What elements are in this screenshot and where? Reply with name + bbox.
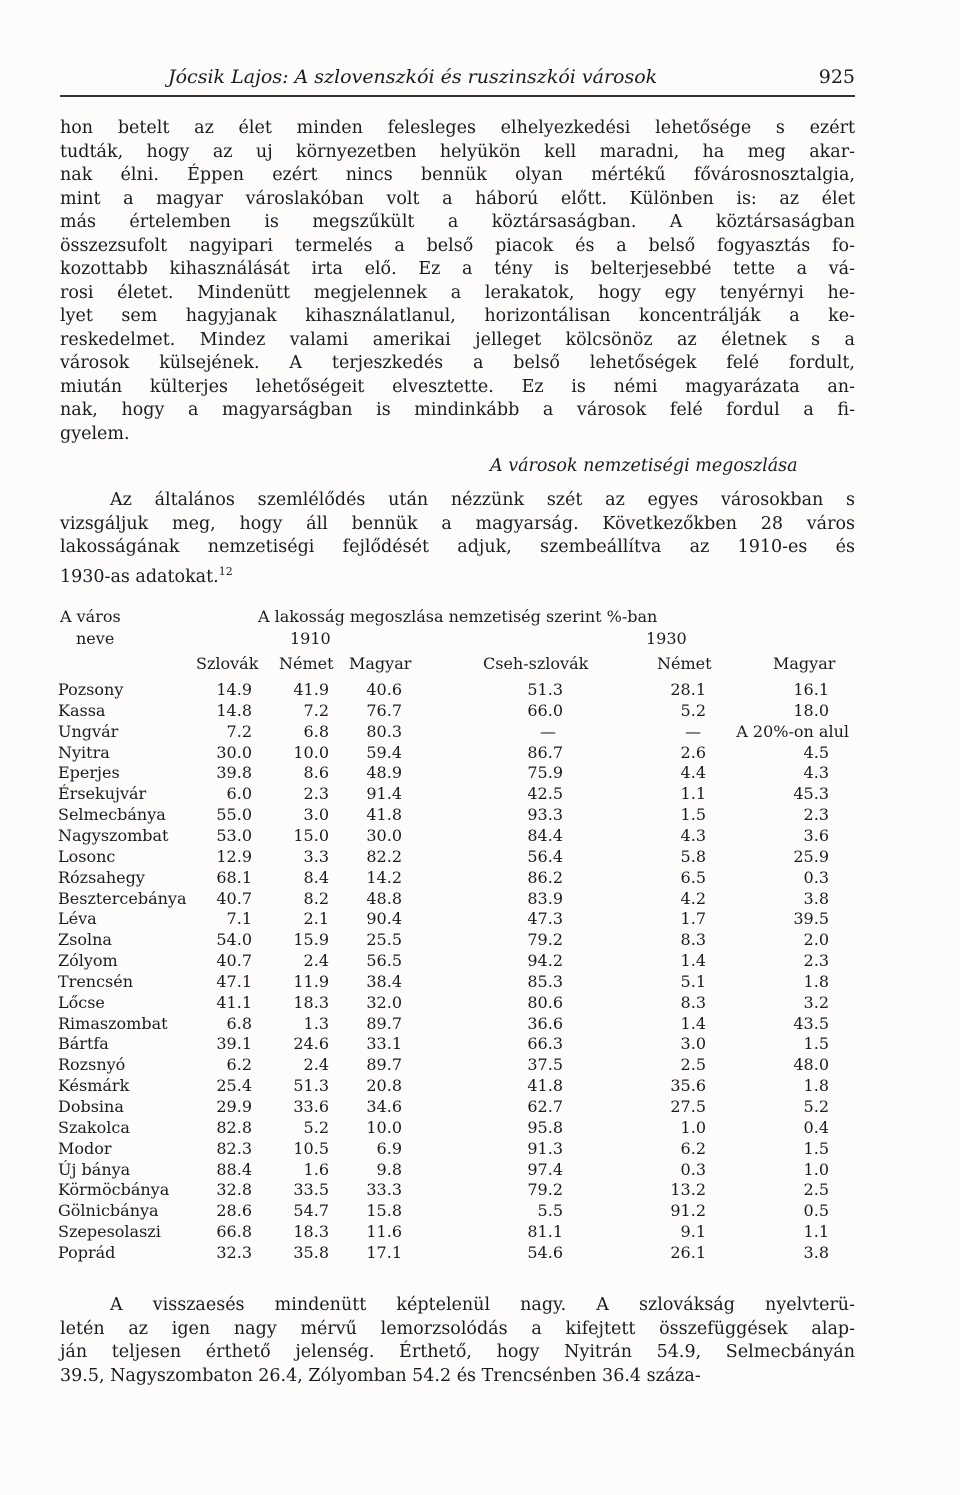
- table-cell: 82.8: [216, 1118, 252, 1137]
- table-cell: 4.3: [803, 763, 829, 782]
- table-cell: 48.0: [793, 1055, 829, 1074]
- table-cell: 32.0: [366, 993, 402, 1012]
- table-cell: 93.3: [527, 805, 563, 824]
- text-line: kozottabb kihasználását irta elő. Ez a tény is belterjesebbé tette a vá-: [60, 259, 855, 279]
- table-cell: 95.8: [527, 1118, 563, 1137]
- table-cell: 6.2: [226, 1055, 252, 1074]
- table-row-city: Léva: [58, 909, 97, 928]
- table-cell: 25.4: [216, 1076, 252, 1095]
- text-line: városok külsejének. A terjeszkedés a belső lehetőségek felé fordult,: [60, 353, 855, 373]
- table-row-city: Zólyom: [58, 951, 118, 970]
- table-cell: 24.6: [293, 1034, 329, 1053]
- table-cell: 1.1: [680, 784, 706, 803]
- table-cell: 88.4: [216, 1160, 252, 1179]
- table-cell: 54.0: [216, 930, 252, 949]
- table-cell: 48.9: [366, 763, 402, 782]
- table-cell: 39.8: [216, 763, 252, 782]
- text-line: rosi életet. Mindenütt megjelennek a lerakatok, hogy egy tenyérnyi he-: [60, 282, 855, 303]
- table-cell: 0.5: [803, 1201, 829, 1220]
- table-cell: 8.4: [303, 868, 329, 887]
- table-cell: 89.7: [366, 1055, 402, 1074]
- table-cell: A 20%-on alul: [736, 722, 849, 741]
- table-row-city: Rozsnyó: [58, 1055, 126, 1074]
- table-cell: 37.5: [527, 1055, 563, 1074]
- text-line: nak, hogy a magyarságban is mindinkább a városok felé fordul a fi-: [60, 400, 855, 420]
- table-row-city: Bártfa: [58, 1034, 109, 1053]
- col-header-slovak: Szlovák: [196, 654, 259, 673]
- table-cell: 2.3: [303, 784, 329, 803]
- table-cell: 6.5: [680, 868, 706, 887]
- table-cell: 18.0: [793, 701, 829, 720]
- table-cell: 41.8: [527, 1076, 563, 1095]
- table-cell: 83.9: [527, 889, 563, 908]
- col-header-german-1910: Német: [279, 654, 334, 673]
- table-cell: 80.6: [527, 993, 563, 1012]
- table-cell: 68.1: [216, 868, 252, 887]
- section-subheading: A városok nemzetiségi megoszlása: [490, 456, 798, 476]
- table-cell: 2.3: [803, 805, 829, 824]
- text-line: Az általános szemlélődés után nézzünk szét az egyes városokban s: [110, 490, 855, 510]
- table-cell: 6.8: [226, 1014, 252, 1033]
- table-cell: 62.7: [527, 1097, 563, 1116]
- table-cell: 79.2: [527, 1180, 563, 1199]
- table-cell: 80.3: [366, 722, 402, 741]
- table-cell: 51.3: [293, 1076, 329, 1095]
- table-cell: 18.3: [293, 1222, 329, 1241]
- table-cell: 36.6: [527, 1014, 563, 1033]
- table-cell: 5.2: [803, 1097, 829, 1116]
- table-cell: 26.1: [670, 1243, 706, 1262]
- table-cell: 3.8: [803, 889, 829, 908]
- table-row-city: Rimaszombat: [58, 1014, 168, 1033]
- table-cell: 8.2: [303, 889, 329, 908]
- text-line: letén az igen nagy mérvű lemorzsolódás a kifejtett összefüggések alap-: [60, 1318, 855, 1339]
- table-cell: 2.4: [303, 1055, 329, 1074]
- col-header-hungarian-1930: Magyar: [773, 654, 836, 673]
- table-cell: —: [685, 722, 701, 741]
- table-cell: 8.3: [680, 930, 706, 949]
- table-cell: 43.5: [793, 1014, 829, 1033]
- table-cell: 85.3: [527, 972, 563, 991]
- table-cell: 4.4: [680, 763, 706, 782]
- table-cell: 91.3: [527, 1139, 563, 1158]
- col-header-hungarian-1910: Magyar: [349, 654, 412, 673]
- text-line: ján teljesen érthető jelenség. Érthető, hogy Nyitrán 54.9, Selmecbányán: [60, 1342, 855, 1362]
- table-cell: 10.5: [293, 1139, 329, 1158]
- table-cell: 6.2: [680, 1139, 706, 1158]
- city-header: neve: [76, 629, 115, 648]
- table-cell: 32.3: [216, 1243, 252, 1262]
- table-cell: 66.8: [216, 1222, 252, 1241]
- table-cell: 13.2: [670, 1180, 706, 1199]
- table-cell: 3.6: [803, 826, 829, 845]
- table-cell: 29.9: [216, 1097, 252, 1116]
- table-row-city: Érsekujvár: [58, 784, 147, 803]
- table-cell: 9.8: [376, 1160, 402, 1179]
- table-cell: 1.0: [680, 1118, 706, 1137]
- table-cell: 15.0: [293, 826, 329, 845]
- year-header-1930: 1930: [646, 629, 687, 648]
- table-cell: 3.3: [303, 847, 329, 866]
- table-cell: 86.2: [527, 868, 563, 887]
- table-cell: 5.2: [303, 1118, 329, 1137]
- table-row-city: Pozsony: [58, 680, 124, 699]
- table-cell: 12.9: [216, 847, 252, 866]
- table-cell: 42.5: [527, 784, 563, 803]
- table-cell: 5.2: [680, 701, 706, 720]
- page-number: 925: [818, 66, 855, 88]
- table-cell: 2.0: [803, 930, 829, 949]
- paragraph-3: [60, 1294, 855, 1388]
- table-cell: 41.1: [216, 993, 252, 1012]
- table-cell: 47.3: [527, 909, 563, 928]
- table-cell: 8.6: [303, 763, 329, 782]
- table-cell: 5.1: [680, 972, 706, 991]
- table-row-city: Poprád: [58, 1243, 116, 1262]
- table-cell: 45.3: [793, 784, 829, 803]
- table-cell: 25.9: [793, 847, 829, 866]
- text-line: hon betelt az élet minden felesleges elhelyezkedési lehetősége s ezért: [60, 118, 855, 138]
- table-cell: 2.1: [303, 909, 329, 928]
- table-cell: 54.7: [293, 1201, 329, 1220]
- city-header: A város: [60, 607, 121, 626]
- table-row-city: Besztercebánya: [58, 889, 187, 908]
- table-cell: 1.8: [803, 972, 829, 991]
- table-cell: 84.4: [527, 826, 563, 845]
- text-line: miután külterjes lehetőségeit elvesztette. Ez is némi magyarázata an-: [60, 376, 855, 397]
- table-cell: 91.4: [366, 784, 402, 803]
- table-cell: 18.3: [293, 993, 329, 1012]
- table-cell: 35.6: [670, 1076, 706, 1095]
- table-cell: 32.8: [216, 1180, 252, 1199]
- table-cell: 1.0: [803, 1160, 829, 1179]
- table-cell: 1.6: [303, 1160, 329, 1179]
- table-cell: 2.5: [803, 1180, 829, 1199]
- table-cell: 3.0: [303, 805, 329, 824]
- table-cell: 4.2: [680, 889, 706, 908]
- table-cell: 35.8: [293, 1243, 329, 1262]
- table-cell: 41.8: [366, 805, 402, 824]
- table-row-city: Körmöcbánya: [58, 1180, 170, 1199]
- text-line: vizsgáljuk meg, hogy áll bennük a magyarság. Következőkben 28 város: [60, 513, 855, 534]
- table-cell: 5.5: [537, 1201, 563, 1220]
- table-cell: 11.9: [293, 972, 329, 991]
- table-cell: 1.7: [680, 909, 706, 928]
- table-cell: 14.9: [216, 680, 252, 699]
- table-cell: 76.7: [366, 701, 402, 720]
- table-cell: 33.6: [293, 1097, 329, 1116]
- table-cell: 7.2: [226, 722, 252, 741]
- table-row-city: Új bánya: [58, 1160, 131, 1179]
- table-cell: 40.6: [366, 680, 402, 699]
- table-row-city: Nyitra: [58, 743, 110, 762]
- table-cell: 5.8: [680, 847, 706, 866]
- table-cell: 38.4: [366, 972, 402, 991]
- table-cell: 1.5: [680, 805, 706, 824]
- table-cell: 79.2: [527, 930, 563, 949]
- table-row-city: Dobsina: [58, 1097, 124, 1116]
- table-cell: 91.2: [670, 1201, 706, 1220]
- table-row-city: Ungvár: [58, 722, 119, 741]
- table-cell: 82.3: [216, 1139, 252, 1158]
- footnote-marker: 12: [218, 564, 233, 578]
- year-header-1910: 1910: [290, 629, 331, 648]
- table-cell: 10.0: [293, 743, 329, 762]
- table-cell: 14.2: [366, 868, 402, 887]
- table-cell: 8.3: [680, 993, 706, 1012]
- text-line: nak élni. Éppen ezért nincs bennük olyan mértékű fővárosnosztalgia,: [60, 165, 855, 185]
- table-cell: 4.5: [803, 743, 829, 762]
- table-cell: 30.0: [366, 826, 402, 845]
- col-header-german-1930: Német: [657, 654, 712, 673]
- table-cell: 7.2: [303, 701, 329, 720]
- table-cell: 1.8: [803, 1076, 829, 1095]
- table-cell: 34.6: [366, 1097, 402, 1116]
- table-row-city: Trencsén: [58, 972, 134, 991]
- table-row-city: Szakolca: [58, 1118, 130, 1137]
- text-line: gyelem.: [60, 423, 130, 444]
- text-line: más értelemben is megszűkült a köztársaságban. A köztársaságban: [60, 212, 855, 232]
- text-line: lakosságának nemzetiségi fejlődését adjuk, szembeállítva az 1910-es és: [60, 537, 855, 557]
- table-row-city: Selmecbánya: [58, 805, 166, 824]
- column-group-header: A lakosság megoszlása nemzetiség szerint %-ban: [258, 607, 658, 626]
- table-cell: 15.8: [366, 1201, 402, 1220]
- table-cell: 2.5: [680, 1055, 706, 1074]
- text-line: reskedelmet. Mindez valami amerikai jelleget kölcsönöz az életnek s a: [60, 329, 855, 350]
- table-cell: 40.7: [216, 889, 252, 908]
- table-cell: 39.1: [216, 1034, 252, 1053]
- table-row-city: Szepesolaszi: [58, 1222, 161, 1241]
- table-cell: 33.3: [366, 1180, 402, 1199]
- text-line: lyet sem hagyjanak kihasználatlanul, horizontálisan koncentrálják a ke-: [60, 306, 855, 326]
- table-cell: 1.3: [303, 1014, 329, 1033]
- table-cell: 1.1: [803, 1222, 829, 1241]
- table-row-city: Nagyszombat: [58, 826, 169, 845]
- table-cell: 97.4: [527, 1160, 563, 1179]
- table-cell: 33.1: [366, 1034, 402, 1053]
- table-row-city: Késmárk: [58, 1076, 130, 1095]
- table-cell: 48.8: [366, 889, 402, 908]
- table-cell: 1.4: [680, 951, 706, 970]
- table-cell: 11.6: [366, 1222, 402, 1241]
- table-cell: 14.8: [216, 701, 252, 720]
- table-cell: 16.1: [793, 680, 829, 699]
- table-cell: 2.3: [803, 951, 829, 970]
- table-cell: 10.0: [366, 1118, 402, 1137]
- table-cell: 6.0: [226, 784, 252, 803]
- table-cell: 17.1: [366, 1243, 402, 1262]
- table-cell: 53.0: [216, 826, 252, 845]
- table-cell: 2.4: [303, 951, 329, 970]
- running-title: Jócsik Lajos: A szlovenszkói és ruszinszkói városok: [168, 66, 658, 88]
- table-cell: 66.3: [527, 1034, 563, 1053]
- table-cell: 28.1: [670, 680, 706, 699]
- table-cell: 75.9: [527, 763, 563, 782]
- table-cell: 40.7: [216, 951, 252, 970]
- table-cell: 25.5: [366, 930, 402, 949]
- table-cell: 20.8: [366, 1076, 402, 1095]
- text-line: összezsufolt nagyipari termelés a belső piacok és a belső fogyasztás fo-: [60, 235, 855, 256]
- table-cell: 6.8: [303, 722, 329, 741]
- table-row-city: Modor: [58, 1139, 112, 1158]
- table-cell: 66.0: [527, 701, 563, 720]
- table-cell: 41.9: [293, 680, 329, 699]
- table-cell: 33.5: [293, 1180, 329, 1199]
- table-cell: 0.3: [803, 868, 829, 887]
- col-header-czechoslovak: Cseh-szlovák: [483, 654, 589, 673]
- text-line: mint a magyar városlakóban volt a háború előtt. Különben is: az élet: [60, 188, 855, 209]
- text-line: 39.5, Nagyszombaton 26.4, Zólyomban 54.2 és Trencsénben 36.4 száza-: [60, 1365, 701, 1386]
- table-cell: 1.5: [803, 1139, 829, 1158]
- table-cell: 6.9: [376, 1139, 402, 1158]
- table-cell: 56.5: [366, 951, 402, 970]
- table-cell: 7.1: [226, 909, 252, 928]
- table-row-city: Rózsahegy: [58, 868, 145, 887]
- table-cell: 82.2: [366, 847, 402, 866]
- table-cell: 3.0: [680, 1034, 706, 1053]
- table-cell: 86.7: [527, 743, 563, 762]
- table-cell: 2.6: [680, 743, 706, 762]
- table-row-city: Lőcse: [58, 993, 105, 1012]
- text-line: tudták, hogy az uj környezetben helyükön kell maradni, ha meg akar-: [60, 141, 855, 162]
- table-cell: 47.1: [216, 972, 252, 991]
- text-line: 1930-as adatokat.$^{12}$: [60, 564, 233, 587]
- table-cell: 94.2: [527, 951, 563, 970]
- text-line: A visszaesés mindenütt képtelenül nagy. A szlovákság nyelvterü-: [110, 1295, 855, 1315]
- table-cell: 54.6: [527, 1243, 563, 1262]
- table-cell: 3.8: [803, 1243, 829, 1262]
- table-cell: 27.5: [670, 1097, 706, 1116]
- table-cell: 0.3: [680, 1160, 706, 1179]
- table-cell: 90.4: [366, 909, 402, 928]
- table-cell: 39.5: [793, 909, 829, 928]
- table-cell: 59.4: [366, 743, 402, 762]
- table-row-city: Zsolna: [58, 930, 112, 949]
- table-cell: —: [540, 722, 556, 741]
- table-row-city: Gölnicbánya: [58, 1201, 159, 1220]
- table-cell: 56.4: [527, 847, 563, 866]
- table-row-city: Kassa: [58, 701, 106, 720]
- table-row-city: Eperjes: [58, 763, 120, 782]
- table-cell: 4.3: [680, 826, 706, 845]
- table-cell: 81.1: [527, 1222, 563, 1241]
- table-cell: 15.9: [293, 930, 329, 949]
- table-cell: 55.0: [216, 805, 252, 824]
- table-row-city: Losonc: [58, 847, 116, 866]
- table-cell: 9.1: [680, 1222, 706, 1241]
- table-cell: 1.5: [803, 1034, 829, 1053]
- table-cell: 0.4: [803, 1118, 829, 1137]
- table-cell: 3.2: [803, 993, 829, 1012]
- table-cell: 1.4: [680, 1014, 706, 1033]
- table-cell: 89.7: [366, 1014, 402, 1033]
- table-cell: 51.3: [527, 680, 563, 699]
- table-cell: 30.0: [216, 743, 252, 762]
- table-cell: 28.6: [216, 1201, 252, 1220]
